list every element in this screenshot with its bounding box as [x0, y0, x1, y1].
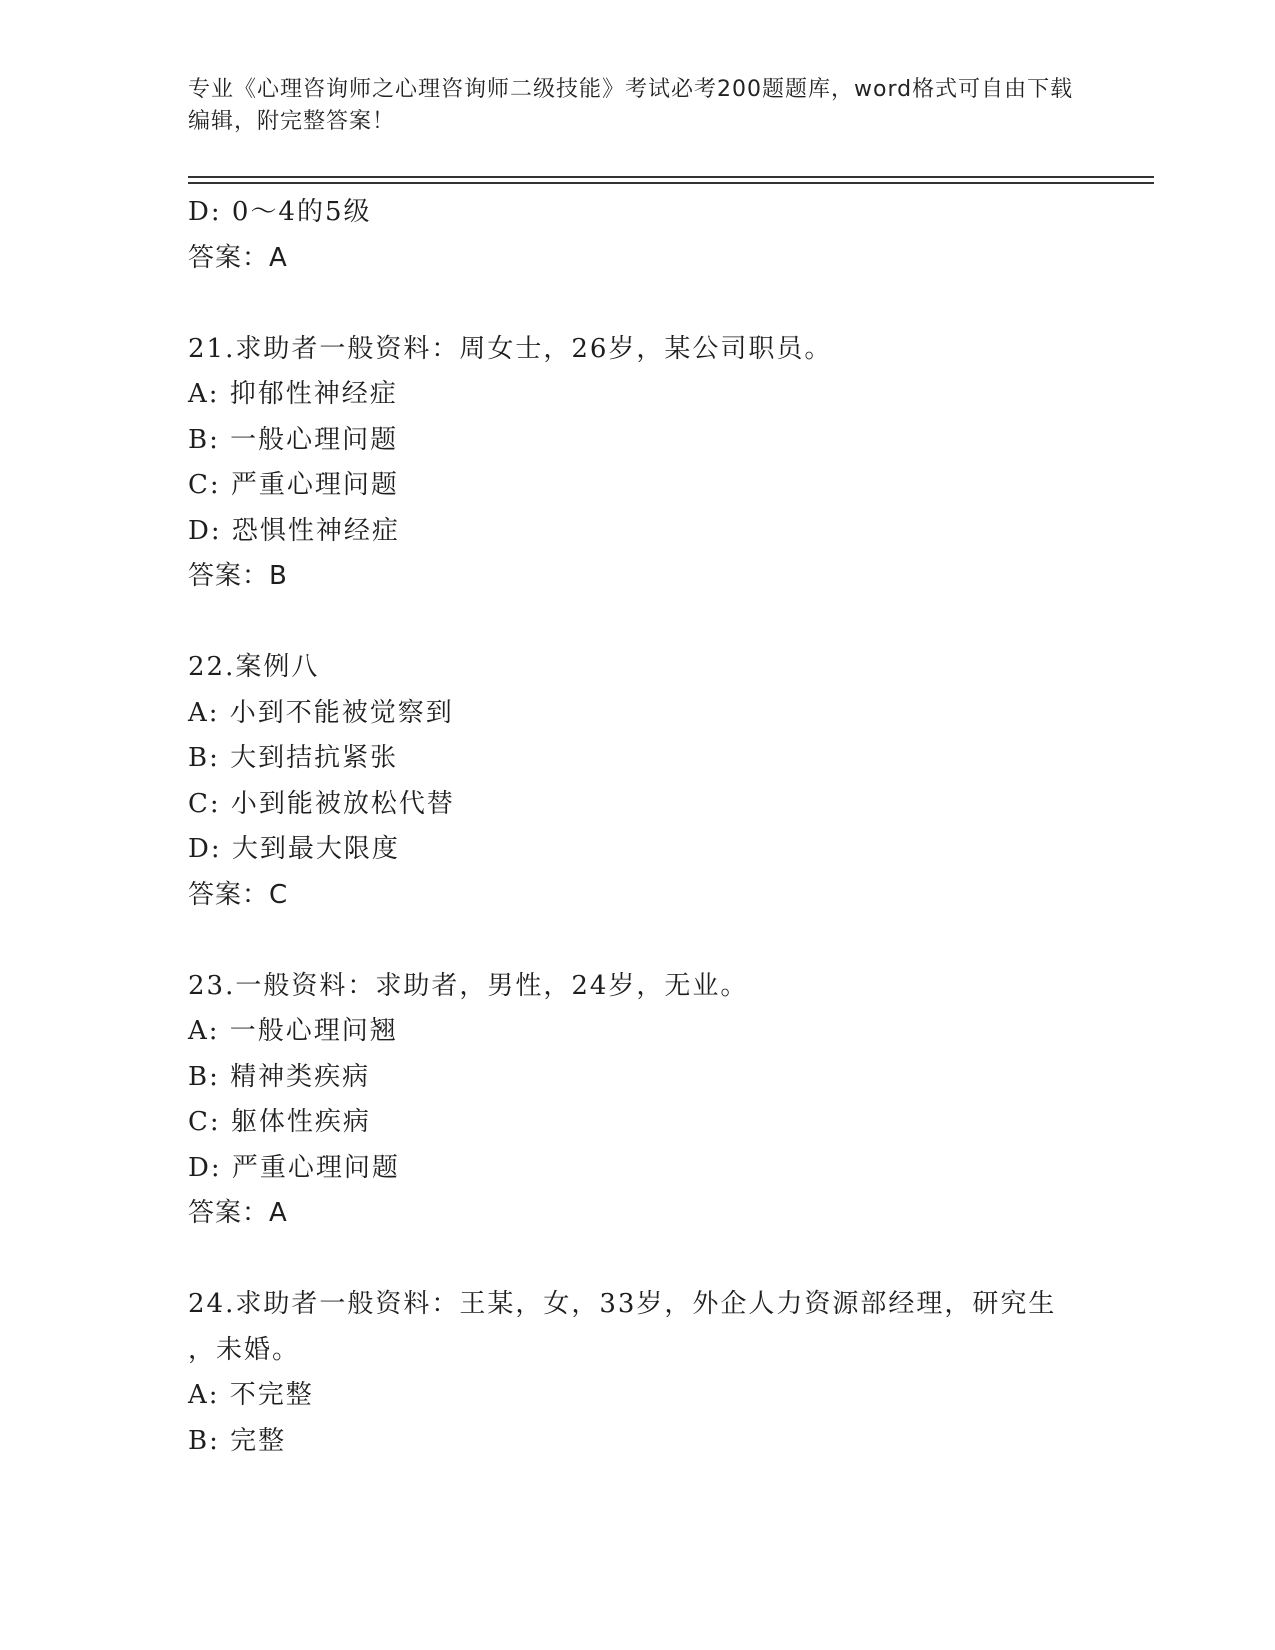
option-d: D: 恐惧性神经症	[188, 515, 400, 546]
question-stem-line-1: 24.求助者一般资料：王某，女，33岁，外企人力资源部经理，研究生	[188, 1289, 1057, 1319]
question-21	[188, 327, 1128, 600]
option-c: C: 躯体性疾病	[188, 1107, 371, 1137]
question-23	[188, 964, 1128, 1237]
option-a: A: 不完整	[188, 1380, 314, 1410]
document-header: 专业《心理咨询师之心理咨询师二级技能》考试必考200题题库，word格式可自由下载编辑，附完整答案！	[188, 77, 1074, 134]
question-22	[188, 645, 1128, 918]
document-body	[188, 190, 1128, 1464]
answer: 答案：C	[188, 879, 289, 910]
option-d: D: 大到最大限度	[188, 834, 400, 864]
option-c: C: 严重心理问题	[188, 470, 399, 500]
answer: 答案：A	[188, 1198, 288, 1228]
option-b: B: 大到拮抗紧张	[188, 743, 399, 773]
header-rule-bottom	[188, 182, 1154, 184]
question-stem: 21.求助者一般资料：周女士，26岁，某公司职员。	[188, 333, 833, 364]
question-stem-line-2: ，未婚。	[188, 1334, 301, 1365]
answer: 答案：B	[188, 561, 288, 591]
option-c: C: 小到能被放松代替	[188, 788, 455, 819]
option-a: A: 小到不能被觉察到	[188, 697, 454, 728]
option-b: B: 一般心理问题	[188, 424, 399, 455]
option-d: D: 0～4的5级	[188, 197, 372, 227]
option-b: B: 精神类疾病	[188, 1061, 371, 1092]
question-24	[188, 1282, 1128, 1464]
option-b: B: 完整	[188, 1425, 287, 1456]
question-stem: 23.一般资料：求助者，男性，24岁，无业。	[188, 970, 749, 1001]
question-stem: 22.案例八	[188, 652, 320, 682]
option-a: A: 一般心理问翘	[188, 1016, 398, 1046]
option-d: D: 严重心理问题	[188, 1152, 400, 1183]
answer: 答案：A	[188, 242, 288, 273]
option-a: A: 抑郁性神经症	[188, 379, 398, 409]
header-rule-top	[188, 176, 1154, 178]
